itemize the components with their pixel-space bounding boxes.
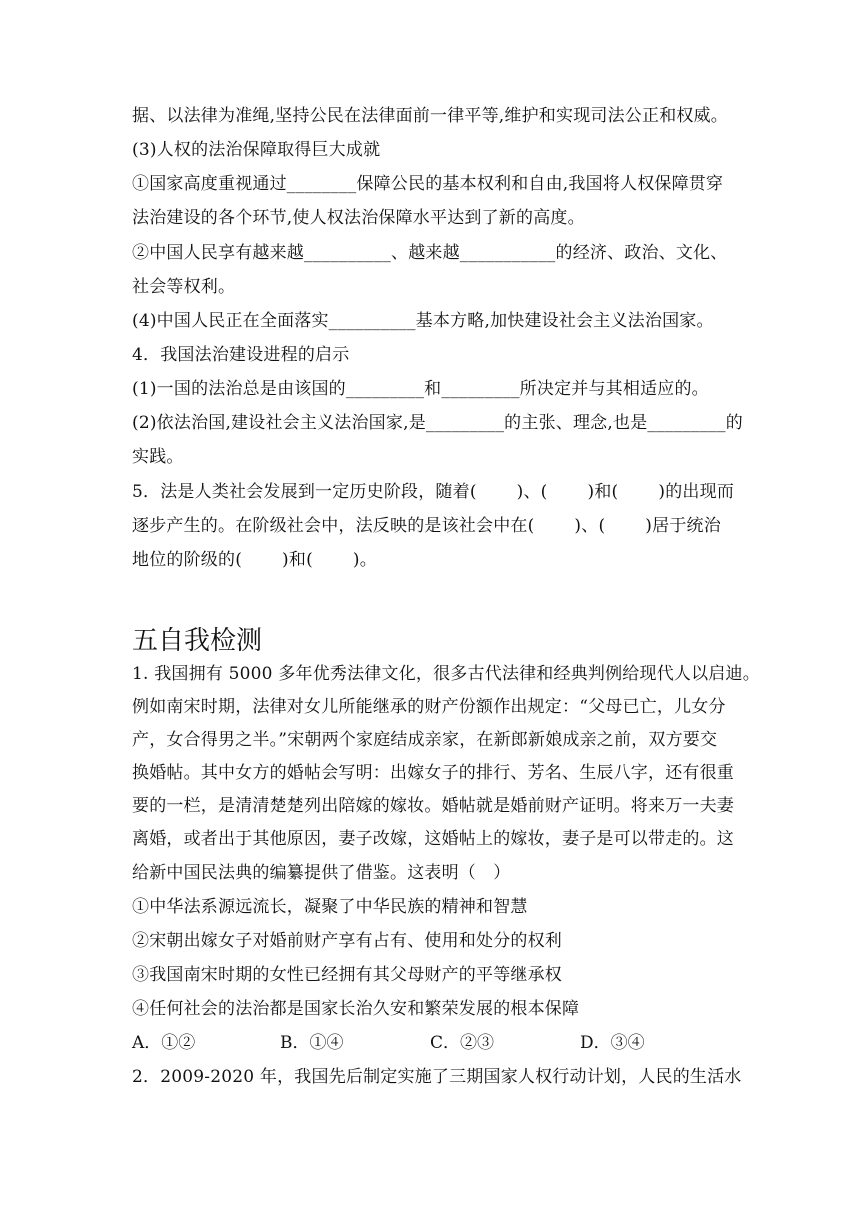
text-line: 实践。 (132, 447, 184, 467)
text-line: 社会等权利。 (132, 277, 236, 297)
question-text-line: 例如南宋时期，法律对女儿所能继承的财产份额作出规定：“父母已亡，儿女分 (132, 697, 726, 717)
question-text-line: 要的一栏，是清清楚楚列出陪嫁的嫁妆。婚帖就是婚前财产证明。将来万一夫妻 (132, 796, 734, 816)
option-d: D．③④ (580, 1033, 645, 1053)
statement-1: ①中华法系源远流长，凝聚了中华民族的精神和智慧 (132, 897, 528, 917)
option-a: A．①② (132, 1033, 196, 1053)
question-text-line: 2．2009-2020 年，我国先后制定实施了三期国家人权行动计划，人民的生活水 (132, 1067, 742, 1087)
question-text-line: 换婚帖。其中女方的婚帖会写明：出嫁女子的排行、芳名、生辰八字，还有很重 (132, 763, 734, 783)
subsection-title: (3)人权的法治保障取得巨大成就 (132, 140, 381, 160)
option-c: C．②③ (430, 1033, 495, 1053)
fill-blank-line: ①国家高度重视通过________保障公民的基本权利和自由,我国将人权保障贯穿 (132, 174, 724, 194)
text-line: 据、以法律为准绳,坚持公民在法律面前一律平等,维护和实现司法公正和权威。 (132, 106, 729, 126)
fill-blank-line: (2)依法治国,建设社会主义法治国家,是_________的主张、理念,也是_________的 (132, 413, 743, 433)
question-text-line: 离婚，或者出于其他原因，妻子改嫁，这婚帖上的嫁妆，妻子是可以带走的。这 (132, 829, 734, 849)
subsection-title: 4．我国法治建设进程的启示 (132, 345, 350, 365)
statement-2: ②宋朝出嫁女子对婚前财产享有占有、使用和处分的权利 (132, 931, 562, 951)
question-text-line: 产，女合得男之半。”宋朝两个家庭结成亲家，在新郎新娘成亲之前，双方要交 (132, 730, 718, 750)
text-line: 法治建设的各个环节,使人权法治保障水平达到了新的高度。 (132, 208, 585, 228)
fill-blank-line: 地位的阶级的( )和( )。 (132, 550, 377, 570)
fill-blank-line: 逐步产生的。在阶级社会中，法反映的是该社会中在( )、( )居于统治 (132, 516, 721, 536)
option-b: B．①④ (280, 1033, 344, 1053)
fill-blank-line: ②中国人民享有越来越__________、越来越___________的经济、政治、文化、 (132, 243, 728, 263)
fill-blank-line: (4)中国人民正在全面落实__________基本方略,加快建设社会主义法治国家。 (132, 311, 714, 331)
section-heading: 五自我检测 (132, 626, 263, 656)
statement-4: ④任何社会的法治都是国家长治久安和繁荣发展的根本保障 (132, 999, 580, 1019)
question-text-line: 给新中国民法典的编纂提供了借鉴。这表明（ ） (132, 863, 511, 883)
fill-blank-line: (1)一国的法治总是由该国的_________和_________所决定并与其相适应的。 (132, 379, 709, 399)
question-text-line: 1. 我国拥有 5000 多年优秀法律文化，很多古代法律和经典判例给现代人以启迪。 (132, 664, 760, 684)
statement-3: ③我国南宋时期的女性已经拥有其父母财产的平等继承权 (132, 965, 562, 985)
fill-blank-line: 5．法是人类社会发展到一定历史阶段，随着( )、( )和( )的出现而 (132, 482, 735, 502)
